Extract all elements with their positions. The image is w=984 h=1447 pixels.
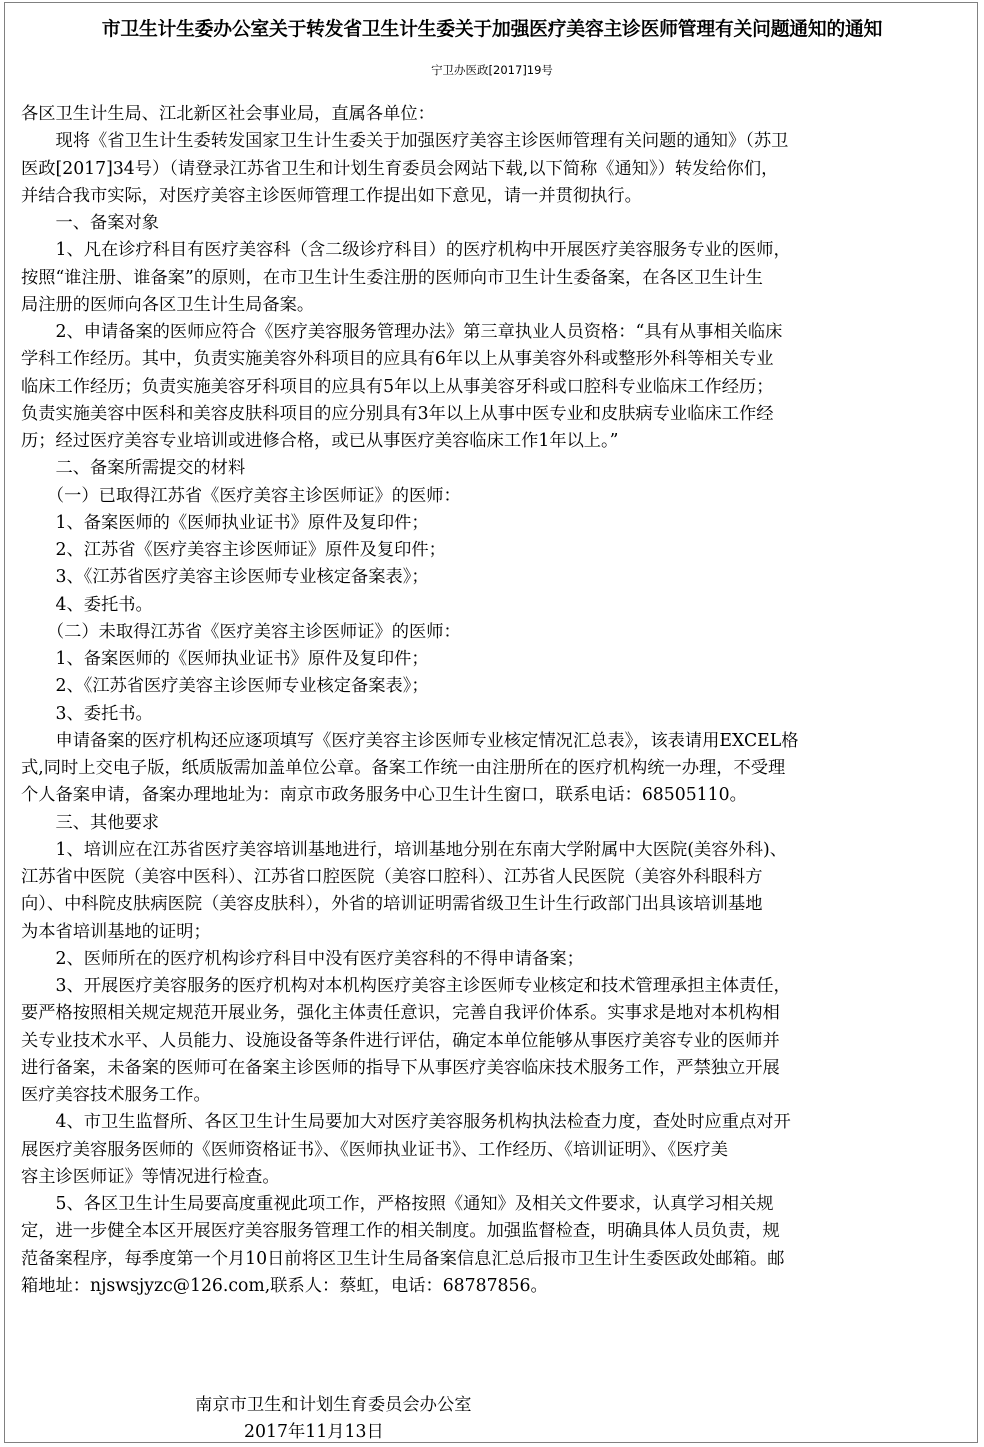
body-line: 1、备案医师的《医师执业证书》原件及复印件；	[21, 649, 429, 669]
body-line: 4、市卫生监督所、各区卫生计生局要加大对医疗美容服务机构执法检查力度，查处时应重点对开	[21, 1112, 791, 1133]
body-line: 1、凡在诊疗科目有医疗美容科（含二级诊疗科目）的医疗机构中开展医疗美容服务专业的医师，	[21, 240, 791, 261]
body-line: 个人备案申请，备案办理地址为：南京市政务服务中心卫生计生窗口，联系电话：68505110。	[21, 785, 747, 806]
body-line: 医疗美容技术服务工作。	[21, 1085, 211, 1105]
issuer-name: 南京市卫生和计划生育委员会办公室	[195, 1395, 472, 1415]
body-line: 2、《江苏省医疗美容主诊医师专业核定备案表》；	[21, 676, 429, 697]
body-line: 4、委托书。	[21, 594, 153, 615]
body-line: 局注册的医师向各区卫生计生局备案。	[21, 294, 315, 315]
body-line: 范备案程序，每季度第一个月10日前将区卫生计生局备案信息汇总后报市卫生计生委医政处邮箱。邮	[21, 1248, 785, 1269]
body-line: 展医疗美容服务医师的《医师资格证书》、《医师执业证书》、工作经历、《培训证明》、《医疗美	[21, 1139, 729, 1160]
body-line: （二）未取得江苏省《医疗美容主诊医师证》的医师：	[21, 621, 461, 642]
body-line: 1、备案医师的《医师执业证书》原件及复印件；	[21, 512, 429, 533]
body-line: 三、其他要求	[21, 812, 159, 833]
body-line: 并结合我市实际，对医疗美容主诊医师管理工作提出如下意见，请一并贯彻执行。	[21, 185, 642, 206]
body-line: 二、备案所需提交的材料	[21, 458, 246, 479]
body-line: （一）已取得江苏省《医疗美容主诊医师证》的医师：	[21, 485, 461, 506]
body-line: 式,同时上交电子版，纸质版需加盖单位公章。备案工作统一由注册所在的医疗机构统一办理，不受理	[21, 758, 786, 778]
body-line: 历；经过医疗美容专业培训或进修合格，或已从事医疗美容临床工作1年以上。”	[21, 431, 619, 451]
body-line: 一、备案对象	[21, 213, 159, 233]
body-line: 进行备案，未备案的医师可在备案主诊医师的指导下从事医疗美容临床技术服务工作，严禁独立开展	[21, 1057, 780, 1078]
body-line: 1、培训应在江苏省医疗美容培训基地进行，培训基地分别在东南大学附属中大医院(美容外科)、	[21, 839, 787, 860]
body-line: 各区卫生计生局、江北新区社会事业局，直属各单位：	[21, 104, 435, 124]
body-line: 医政[2017]34号）（请登录江苏省卫生和计划生育委员会网站下载,以下简称《通知》）转发给你们，	[21, 158, 779, 179]
body-line: 按照“谁注册、谁备案”的原则，在市卫生计生委注册的医师向市卫生计生委备案，在各区卫生计生	[21, 267, 763, 288]
body-line: 2、申请备案的医师应符合《医疗美容服务管理办法》第三章执业人员资格：“具有从事相关临床	[21, 322, 783, 342]
body-line: 3、《江苏省医疗美容主诊医师专业核定备案表》；	[21, 567, 429, 588]
body-line: 5、各区卫生计生局要高度重视此项工作，严格按照《通知》及相关文件要求，认真学习相关规	[21, 1194, 774, 1214]
body-line: 2、医师所在的医疗机构诊疗科目中没有医疗美容科的不得申请备案；	[21, 948, 584, 969]
body-line: 关专业技术水平、人员能力、设施设备等条件进行评估，确定本单位能够从事医疗美容专业的医师并	[21, 1030, 780, 1051]
document-body	[21, 101, 967, 1300]
body-line: 申请备案的医疗机构还应逐项填写《医疗美容主诊医师专业核定情况汇总表》，该表请用EXCEL格	[21, 730, 799, 751]
body-line: 箱地址：njswsjyzc@126.com,联系人：蔡虹，电话：68787856。	[21, 1275, 548, 1296]
document-number: 宁卫办医政[2017]19号	[431, 63, 553, 77]
body-line: 3、开展医疗美容服务的医疗机构对本机构医疗美容主诊医师专业核定和技术管理承担主体责任，	[21, 976, 791, 996]
body-line: 学科工作经历。其中，负责实施美容外科项目的应具有6年以上从事美容外科或整形外科等相关专业	[21, 349, 774, 370]
body-line: 3、委托书。	[21, 703, 153, 724]
body-line: 临床工作经历；负责实施美容牙科项目的应具有5年以上从事美容牙科或口腔科专业临床工作经历；	[21, 376, 774, 397]
body-line: 向）、中科院皮肤病医院（美容皮肤科），外省的培训证明需省级卫生计生行政部门出具该培训基地	[21, 894, 763, 915]
issue-date: 2017年11月13日	[244, 1422, 384, 1442]
body-line: 定，进一步健全本区开展医疗美容服务管理工作的相关制度。加强监督检查，明确具体人员负责，规	[21, 1221, 780, 1242]
body-line: 为本省培训基地的证明；	[21, 921, 211, 942]
body-line: 负责实施美容中医科和美容皮肤科项目的应分别具有3年以上从事中医专业和皮肤病专业临床工作经	[21, 403, 774, 424]
body-line: 2、江苏省《医疗美容主诊医师证》原件及复印件；	[21, 540, 446, 560]
body-line: 现将《省卫生计生委转发国家卫生计生委关于加强医疗美容主诊医师管理有关问题的通知》（苏卫	[21, 131, 789, 152]
document-title: 市卫生计生委办公室关于转发省卫生计生委关于加强医疗美容主诊医师管理有关问题通知的通知	[101, 19, 883, 40]
body-line: 容主诊医师证》等情况进行检查。	[21, 1166, 280, 1187]
body-line: 江苏省中医院（美容中医科）、江苏省口腔医院（美容口腔科）、江苏省人民医院（美容外科眼科方	[21, 867, 763, 887]
body-line: 要严格按照相关规定规范开展业务，强化主体责任意识，完善自我评价体系。实事求是地对本机构相	[21, 1003, 780, 1024]
signature-block	[195, 1392, 472, 1446]
